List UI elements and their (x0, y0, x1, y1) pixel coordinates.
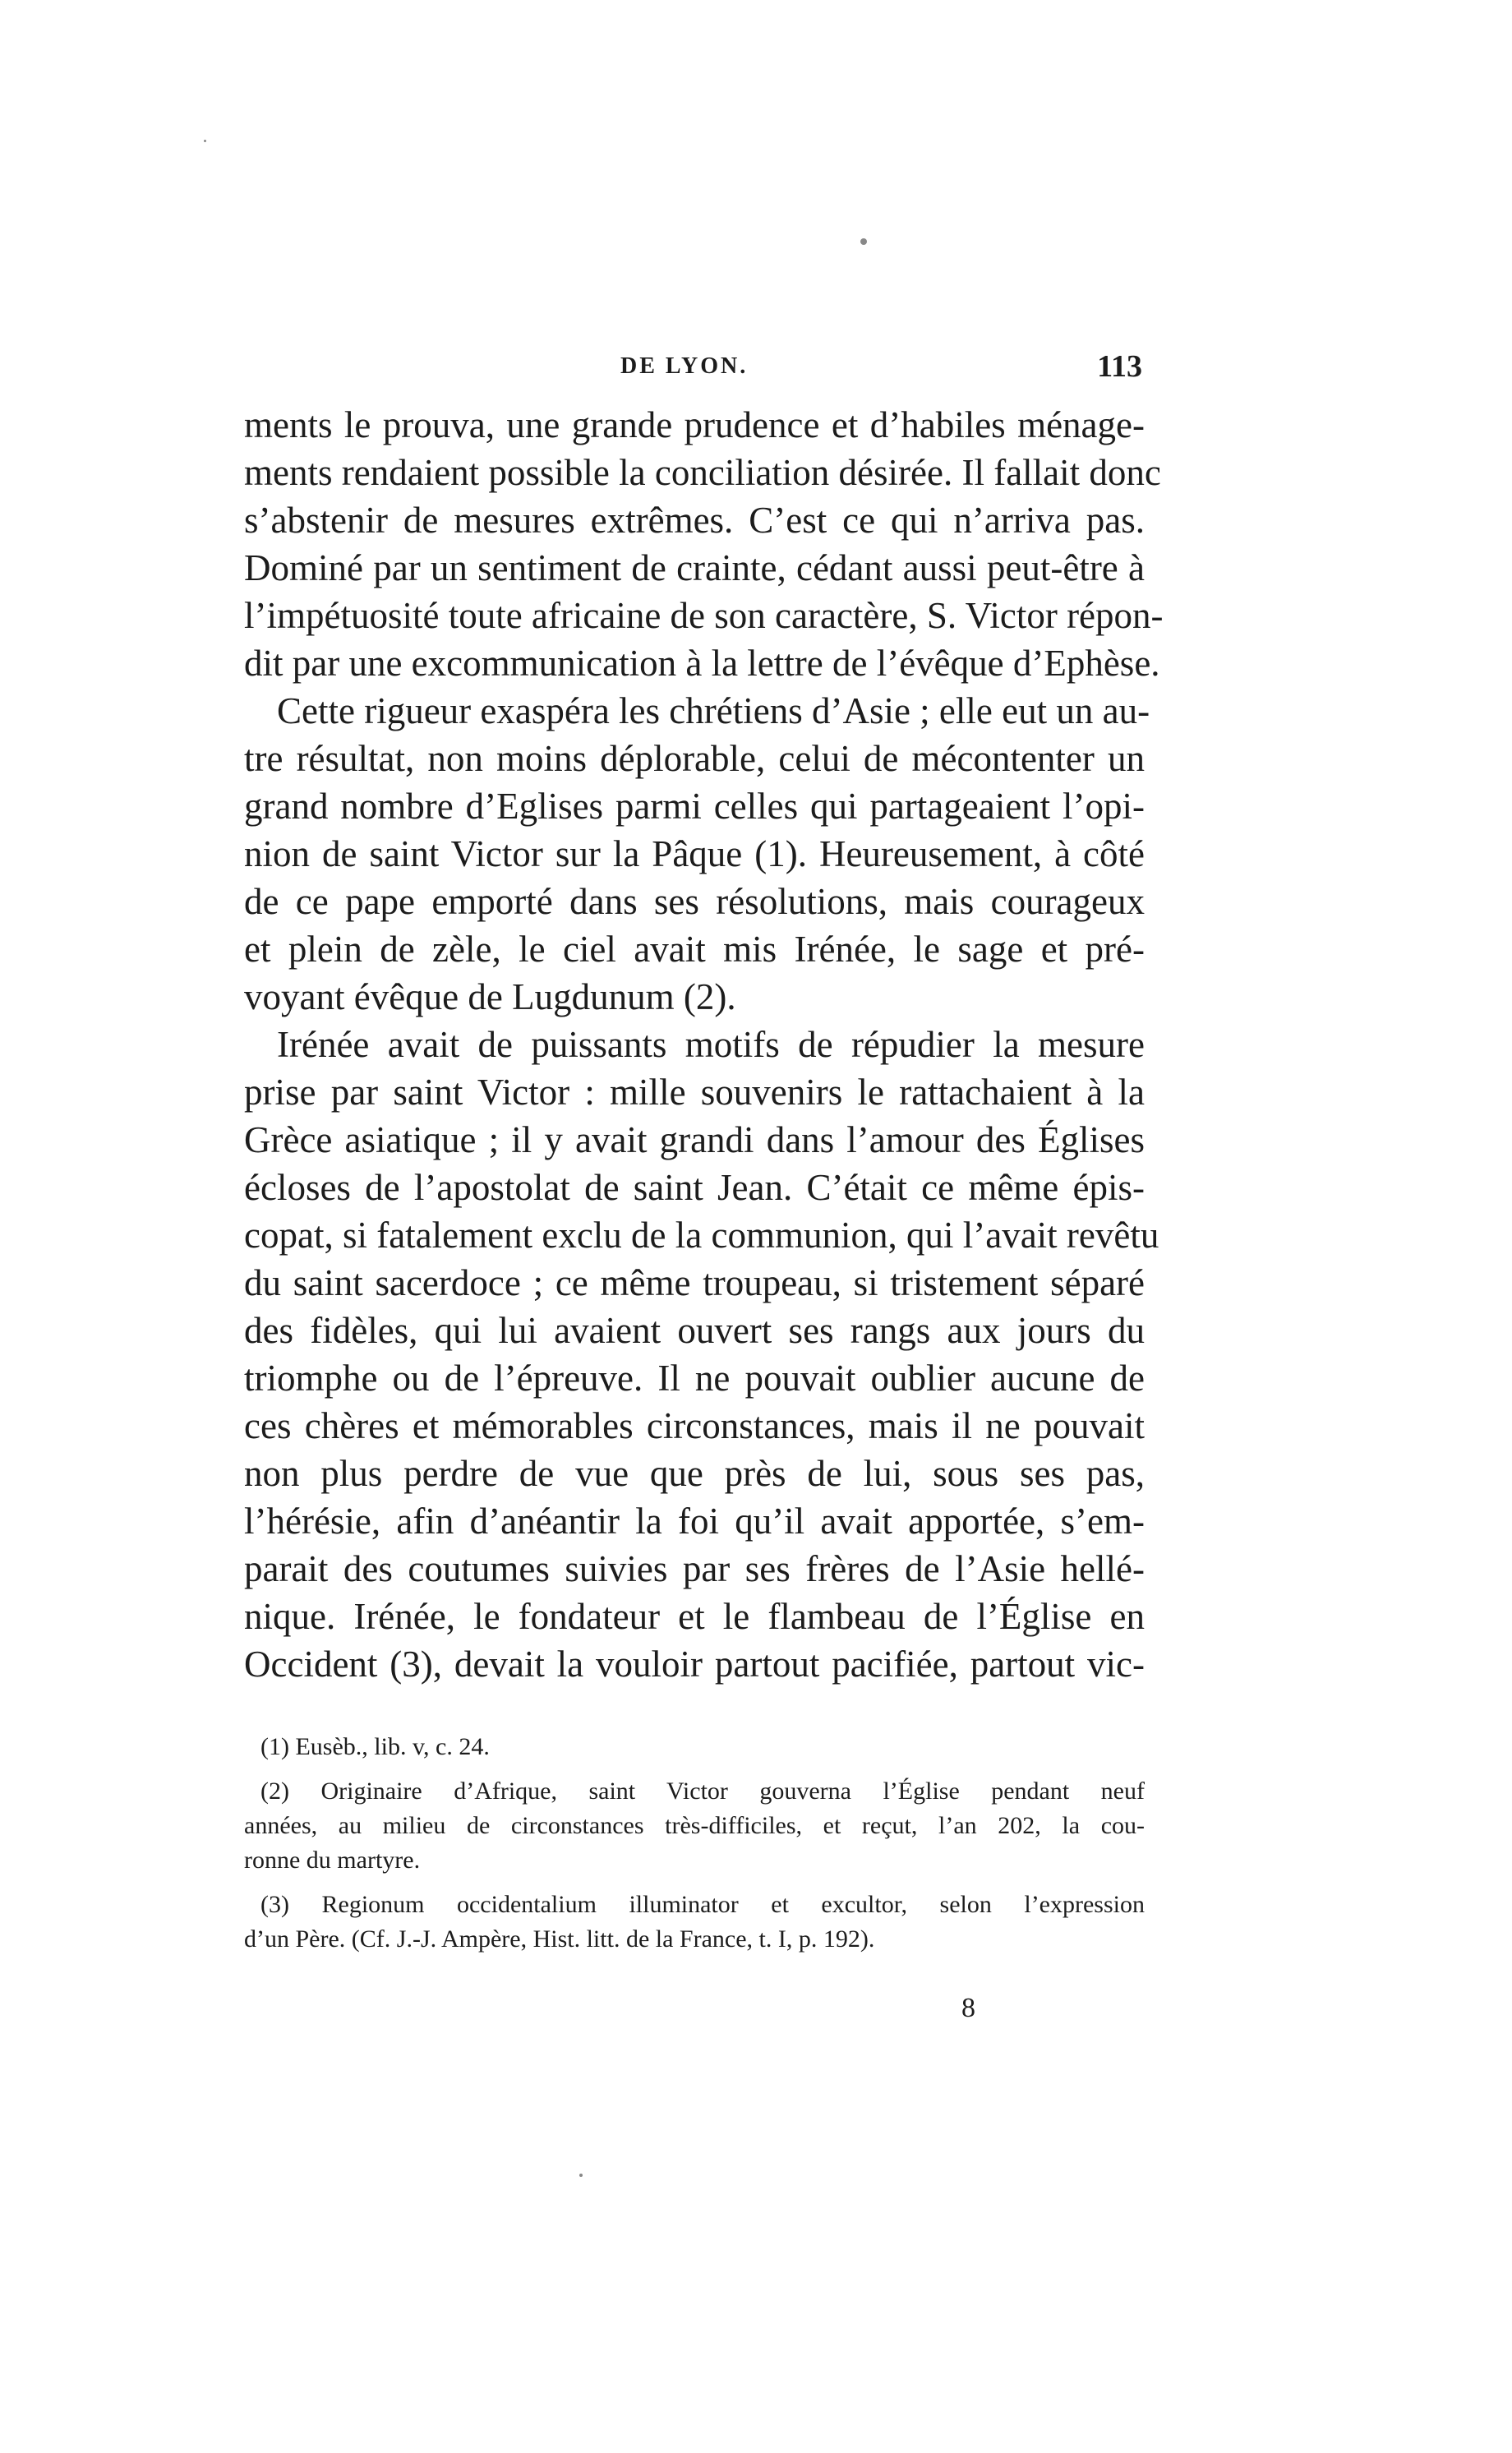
ink-speck (579, 2174, 583, 2177)
text-line: l’impétuosité toute africaine de son caractère, S. Victor répon- (244, 595, 1164, 636)
text-line: s’abstenir de mesures extrêmes. C’est ce qui n’arriva pas. (244, 500, 1145, 541)
footnote-line: ronne du martyre. (244, 1847, 421, 1874)
running-title: DE LYON. (620, 353, 749, 379)
text-line: du saint sacerdoce ; ce même troupeau, si tristement séparé (244, 1262, 1145, 1303)
text-line: Occident (3), devait la vouloir partout pacifiée, partout vic- (244, 1644, 1145, 1685)
page-number: 113 (1097, 349, 1142, 384)
text-line: copat, si fatalement exclu de la communion, qui l’avait revêtu (244, 1215, 1159, 1256)
text-line: Grèce asiatique ; il y avait grandi dans l’amour des Églises (244, 1119, 1145, 1160)
text-line: nion de saint Victor sur la Pâque (1). Heureusement, à côté (244, 833, 1145, 874)
footnote-line: (1) Eusèb., lib. v, c. 24. (260, 1733, 490, 1760)
signature-mark: 8 (961, 1993, 975, 2023)
text-line: dit par une excommunication à la lettre de l’évêque d’Ephèse. (244, 643, 1160, 684)
text-line: ces chères et mémorables circonstances, mais il ne pouvait (244, 1405, 1145, 1446)
running-head (247, 349, 1142, 394)
text-line: non plus perdre de vue que près de lui, sous ses pas, (244, 1453, 1145, 1494)
text-line: de ce pape emporté dans ses résolutions, mais courageux (244, 881, 1145, 922)
text-line: écloses de l’apostolat de saint Jean. C’était ce même épis- (244, 1167, 1145, 1208)
text-line: Irénée avait de puissants motifs de répudier la mesure (277, 1024, 1145, 1065)
footnote-line: (3) Regionum occidentalium illuminator et excultor, selon l’expression (260, 1891, 1145, 1918)
text-line: tre résultat, non moins déplorable, celui de mécontenter un (244, 738, 1145, 779)
text-line: voyant évêque de Lugdunum (2). (244, 976, 736, 1017)
footnote-line: d’un Père. (Cf. J.-J. Ampère, Hist. litt. de la France, t. I, p. 192). (244, 1925, 875, 1953)
text-line: Cette rigueur exaspéra les chrétiens d’Asie ; elle eut un au- (277, 690, 1150, 731)
ink-speck (204, 140, 206, 142)
footnotes (244, 1730, 1145, 1957)
text-line: Dominé par un sentiment de crainte, cédant aussi peut-être à (244, 547, 1145, 588)
text-line: et plein de zèle, le ciel avait mis Irénée, le sage et pré- (244, 929, 1145, 970)
text-line: ments rendaient possible la conciliation désirée. Il fallait donc (244, 452, 1161, 493)
ink-speck (860, 238, 867, 245)
footnote-line: années, au milieu de circonstances très-difficiles, et reçut, l’an 202, la cou- (244, 1812, 1145, 1839)
text-line: nique. Irénée, le fondateur et le flambeau de l’Église en (244, 1596, 1145, 1637)
footnote-line: (2) Originaire d’Afrique, saint Victor gouverna l’Église pendant neuf (260, 1778, 1145, 1805)
text-line: parait des coutumes suivies par ses frères de l’Asie hellé- (244, 1548, 1145, 1589)
text-line: prise par saint Victor : mille souvenirs le rattachaient à la (244, 1072, 1145, 1113)
text-line: triomphe ou de l’épreuve. Il ne pouvait oublier aucune de (244, 1358, 1145, 1399)
text-line: l’hérésie, afin d’anéantir la foi qu’il avait apportée, s’em- (244, 1501, 1145, 1542)
text-line: des fidèles, qui lui avaient ouvert ses rangs aux jours du (244, 1310, 1145, 1351)
text-line: grand nombre d’Eglises parmi celles qui partageaient l’opi- (244, 786, 1145, 827)
text-line: ments le prouva, une grande prudence et d’habiles ménage- (244, 404, 1145, 445)
main-text (244, 401, 1164, 1688)
